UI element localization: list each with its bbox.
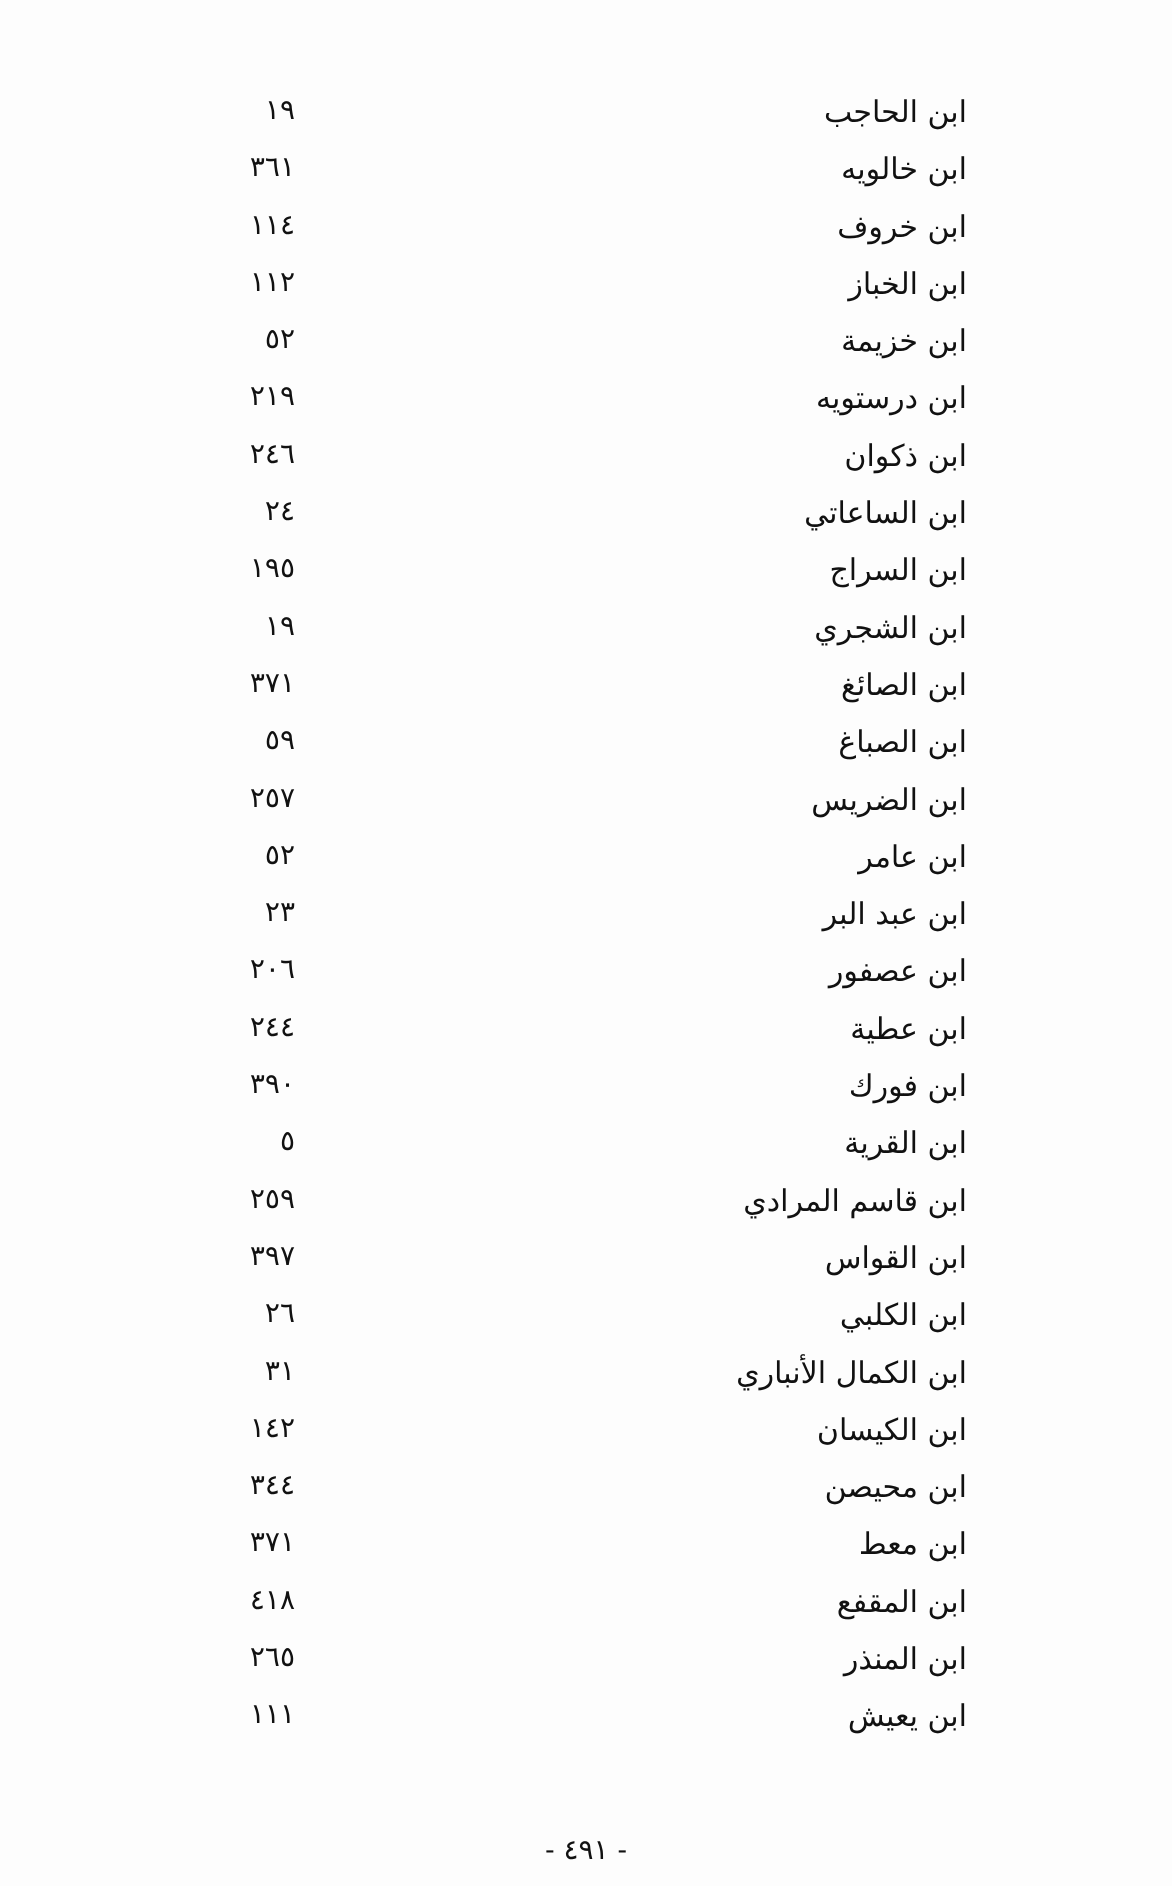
entry-name: ابن خروف bbox=[837, 209, 967, 245]
index-entry bbox=[0, 434, 1172, 491]
names-index-list bbox=[0, 90, 1172, 1752]
entry-page-number: ٢٤ bbox=[264, 494, 295, 528]
entry-page-number: ٣٩٠ bbox=[249, 1067, 295, 1101]
index-entry bbox=[0, 491, 1172, 548]
entry-name: ابن الحاجب bbox=[823, 95, 967, 130]
entry-name: ابن القواس bbox=[824, 1240, 967, 1276]
entry-name: ابن الكيسان bbox=[816, 1412, 967, 1448]
entry-page-number: ٥٢ bbox=[264, 322, 295, 356]
entry-name: ابن خالويه bbox=[841, 152, 967, 188]
entry-page-number: ٣٤٤ bbox=[249, 1468, 295, 1502]
entry-page-number: ٢١٩ bbox=[249, 379, 295, 413]
entry-page-number: ٣٧١ bbox=[249, 1525, 295, 1559]
entry-name: ابن فورك bbox=[848, 1069, 967, 1105]
entry-page-number: ٣٧١ bbox=[249, 665, 295, 699]
entry-page-number: ١٩ bbox=[264, 93, 295, 126]
index-entry bbox=[0, 147, 1172, 204]
entry-page-number: ٣٩٧ bbox=[249, 1238, 295, 1272]
index-entry bbox=[0, 1121, 1172, 1178]
index-entry bbox=[0, 1580, 1172, 1637]
entry-page-number: ١٤٢ bbox=[249, 1410, 295, 1444]
entry-page-number: ٢٤٦ bbox=[249, 436, 295, 470]
entry-page-number: ٢٦ bbox=[264, 1296, 295, 1330]
entry-page-number: ٢٠٦ bbox=[249, 952, 295, 986]
entry-name: ابن محيصن bbox=[824, 1470, 967, 1506]
index-entry bbox=[0, 1408, 1172, 1465]
entry-name: ابن عطية bbox=[850, 1011, 967, 1047]
index-entry bbox=[0, 319, 1172, 376]
index-entry bbox=[0, 1637, 1172, 1694]
entry-name: ابن الساعاتي bbox=[804, 496, 967, 532]
index-entry bbox=[0, 949, 1172, 1006]
index-entry bbox=[0, 548, 1172, 605]
index-entry bbox=[0, 606, 1172, 663]
entry-page-number: ٤١٨ bbox=[249, 1582, 295, 1616]
entry-page-number: ١٩ bbox=[264, 608, 295, 642]
entry-page-number: ١٩٥ bbox=[249, 551, 295, 585]
index-entry bbox=[0, 262, 1172, 319]
index-entry bbox=[0, 720, 1172, 777]
entry-page-number: ٥ bbox=[279, 1124, 295, 1158]
entry-name: ابن المقفع bbox=[836, 1584, 967, 1620]
index-entry bbox=[0, 90, 1172, 147]
page-number: - ٤٩١ - bbox=[545, 1833, 627, 1866]
index-entry bbox=[0, 1465, 1172, 1522]
entry-page-number: ٥٢ bbox=[264, 837, 295, 871]
entry-name: ابن السراج bbox=[829, 553, 967, 589]
entry-name: ابن الكمال الأنباري bbox=[736, 1355, 967, 1391]
entry-name: ابن الخباز bbox=[848, 266, 967, 302]
entry-name: ابن عصفور bbox=[828, 954, 967, 990]
index-entry bbox=[0, 1064, 1172, 1121]
entry-name: ابن القرية bbox=[844, 1126, 967, 1162]
index-entry bbox=[0, 778, 1172, 835]
index-entry bbox=[0, 1694, 1172, 1751]
index-entry bbox=[0, 376, 1172, 433]
entry-name: ابن يعيش bbox=[847, 1699, 967, 1735]
entry-name: ابن خزيمة bbox=[841, 324, 967, 360]
entry-name: ابن الضريس bbox=[811, 782, 967, 818]
entry-name: ابن عبد البر bbox=[822, 897, 967, 933]
entry-page-number: ١١٢ bbox=[249, 264, 295, 298]
entry-page-number: ٢٤٤ bbox=[249, 1009, 295, 1043]
entry-name: ابن الشجري bbox=[814, 610, 967, 646]
index-entry bbox=[0, 892, 1172, 949]
entry-name: ابن المنذر bbox=[843, 1642, 967, 1678]
index-entry bbox=[0, 1293, 1172, 1350]
entry-page-number: ١١١ bbox=[249, 1697, 295, 1731]
entry-page-number: ٥٩ bbox=[264, 723, 295, 757]
index-entry bbox=[0, 1522, 1172, 1579]
index-entry bbox=[0, 1179, 1172, 1236]
entry-name: ابن ذكوان bbox=[844, 438, 967, 474]
entry-name: ابن الصباغ bbox=[838, 725, 967, 761]
index-entry bbox=[0, 835, 1172, 892]
entry-page-number: ٢٦٥ bbox=[249, 1640, 295, 1674]
index-entry bbox=[0, 663, 1172, 720]
index-entry bbox=[0, 1351, 1172, 1408]
entry-page-number: ٣٦١ bbox=[249, 150, 295, 184]
entry-page-number: ١١٤ bbox=[249, 207, 295, 241]
entry-page-number: ٢٣ bbox=[264, 895, 295, 929]
entry-page-number: ٣١ bbox=[264, 1353, 295, 1387]
entry-page-number: ٢٥٩ bbox=[249, 1181, 295, 1215]
index-entry bbox=[0, 1236, 1172, 1293]
entry-name: ابن الصائغ bbox=[840, 667, 967, 703]
entry-name: ابن عامر bbox=[858, 839, 967, 875]
entry-name: ابن معط bbox=[858, 1527, 967, 1563]
entry-name: ابن درستويه bbox=[815, 381, 967, 417]
index-entry bbox=[0, 1007, 1172, 1064]
index-entry bbox=[0, 205, 1172, 262]
entry-name: ابن قاسم المرادي bbox=[743, 1183, 967, 1219]
entry-page-number: ٢٥٧ bbox=[249, 780, 295, 814]
entry-name: ابن الكلبي bbox=[839, 1298, 967, 1334]
